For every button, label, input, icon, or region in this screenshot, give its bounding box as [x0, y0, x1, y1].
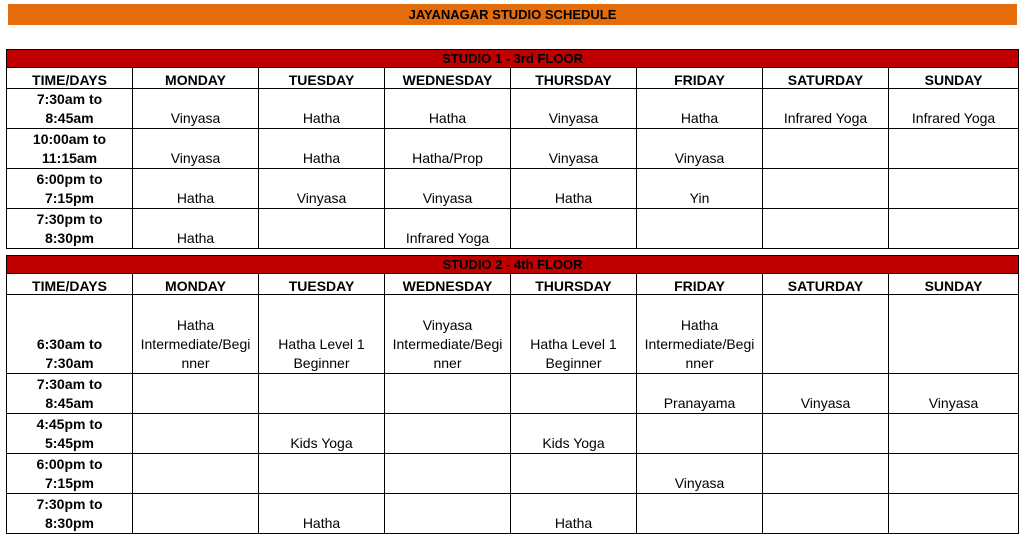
class-cell-sunday [889, 494, 1019, 534]
class-cell-monday [133, 454, 259, 494]
class-cell-monday [133, 414, 259, 454]
header-thursday: THURSDAY [511, 68, 637, 89]
header-monday: MONDAY [133, 68, 259, 89]
schedule-row [7, 454, 1019, 494]
header-monday: MONDAY [133, 274, 259, 295]
class-cell-saturday [763, 454, 889, 494]
time-slot: 10:00am to 11:15am [7, 129, 133, 169]
studio-name: STUDIO 1 - 3rd FLOOR [7, 50, 1019, 68]
header-sunday: SUNDAY [889, 274, 1019, 295]
header-wednesday: WEDNESDAY [385, 274, 511, 295]
class-cell-friday: Yin [637, 169, 763, 209]
class-cell-friday: Pranayama [637, 374, 763, 414]
class-cell-tuesday: Hatha [259, 129, 385, 169]
class-cell-wednesday: Hatha/Prop [385, 129, 511, 169]
class-cell-thursday [511, 374, 637, 414]
studio-header-row [7, 50, 1019, 68]
schedule-row [7, 295, 1019, 374]
class-cell-tuesday: Kids Yoga [259, 414, 385, 454]
class-cell-thursday: Vinyasa [511, 89, 637, 129]
header-tuesday: TUESDAY [259, 68, 385, 89]
day-header-row [7, 68, 1019, 89]
class-cell-tuesday [259, 454, 385, 494]
header-thursday: THURSDAY [511, 274, 637, 295]
class-cell-wednesday: Vinyasa Intermediate/Begi nner [385, 295, 511, 374]
class-cell-thursday [511, 209, 637, 249]
header-sunday: SUNDAY [889, 68, 1019, 89]
class-cell-tuesday [259, 209, 385, 249]
studio-2-table [6, 255, 1019, 534]
schedule-row [7, 89, 1019, 129]
class-cell-tuesday: Hatha [259, 89, 385, 129]
class-cell-thursday: Kids Yoga [511, 414, 637, 454]
class-cell-friday: Vinyasa [637, 129, 763, 169]
header-friday: FRIDAY [637, 274, 763, 295]
class-cell-saturday [763, 295, 889, 374]
class-cell-tuesday: Hatha [259, 494, 385, 534]
time-slot: 7:30pm to 8:30pm [7, 494, 133, 534]
class-cell-wednesday [385, 454, 511, 494]
class-cell-saturday [763, 494, 889, 534]
day-header-row [7, 274, 1019, 295]
class-cell-wednesday [385, 414, 511, 454]
class-cell-sunday: Vinyasa [889, 374, 1019, 414]
class-cell-thursday: Vinyasa [511, 129, 637, 169]
class-cell-friday: Vinyasa [637, 454, 763, 494]
class-cell-thursday [511, 454, 637, 494]
header-wednesday: WEDNESDAY [385, 68, 511, 89]
class-cell-saturday [763, 169, 889, 209]
schedule-row [7, 129, 1019, 169]
class-cell-monday: Vinyasa [133, 129, 259, 169]
class-cell-saturday: Vinyasa [763, 374, 889, 414]
time-slot: 7:30pm to 8:30pm [7, 209, 133, 249]
header-tuesday: TUESDAY [259, 274, 385, 295]
time-slot: 7:30am to 8:45am [7, 89, 133, 129]
class-cell-sunday [889, 169, 1019, 209]
schedule-title: JAYANAGAR STUDIO SCHEDULE [8, 4, 1017, 25]
schedule-row [7, 169, 1019, 209]
schedule-row [7, 414, 1019, 454]
class-cell-monday: Vinyasa [133, 89, 259, 129]
time-slot: 4:45pm to 5:45pm [7, 414, 133, 454]
class-cell-sunday [889, 209, 1019, 249]
class-cell-thursday: Hatha Level 1 Beginner [511, 295, 637, 374]
class-cell-tuesday: Hatha Level 1 Beginner [259, 295, 385, 374]
schedule-row [7, 374, 1019, 414]
class-cell-monday [133, 374, 259, 414]
time-slot: 7:30am to 8:45am [7, 374, 133, 414]
class-cell-monday: Hatha [133, 209, 259, 249]
schedule-row [7, 494, 1019, 534]
studio-name: STUDIO 2 - 4th FLOOR [7, 256, 1019, 274]
class-cell-wednesday: Hatha [385, 89, 511, 129]
class-cell-friday: Hatha [637, 89, 763, 129]
header-saturday: SATURDAY [763, 68, 889, 89]
class-cell-tuesday [259, 374, 385, 414]
class-cell-monday: Hatha [133, 169, 259, 209]
class-cell-sunday [889, 295, 1019, 374]
class-cell-wednesday [385, 374, 511, 414]
class-cell-friday: Hatha Intermediate/Begi nner [637, 295, 763, 374]
class-cell-sunday [889, 129, 1019, 169]
class-cell-friday [637, 414, 763, 454]
class-cell-thursday: Hatha [511, 494, 637, 534]
class-cell-saturday: Infrared Yoga [763, 89, 889, 129]
class-cell-thursday: Hatha [511, 169, 637, 209]
header-time: TIME/DAYS [7, 274, 133, 295]
class-cell-monday: Hatha Intermediate/Begi nner [133, 295, 259, 374]
class-cell-wednesday [385, 494, 511, 534]
time-slot: 6:00pm to 7:15pm [7, 169, 133, 209]
class-cell-saturday [763, 209, 889, 249]
class-cell-sunday [889, 454, 1019, 494]
class-cell-sunday [889, 414, 1019, 454]
class-cell-friday [637, 209, 763, 249]
class-cell-friday [637, 494, 763, 534]
studio-1-table [6, 49, 1019, 249]
time-slot: 6:00pm to 7:15pm [7, 454, 133, 494]
class-cell-saturday [763, 414, 889, 454]
studio-header-row [7, 256, 1019, 274]
header-time: TIME/DAYS [7, 68, 133, 89]
class-cell-tuesday: Vinyasa [259, 169, 385, 209]
schedule-row [7, 209, 1019, 249]
class-cell-saturday [763, 129, 889, 169]
header-friday: FRIDAY [637, 68, 763, 89]
header-saturday: SATURDAY [763, 274, 889, 295]
time-slot: 6:30am to 7:30am [7, 295, 133, 374]
class-cell-wednesday: Infrared Yoga [385, 209, 511, 249]
class-cell-monday [133, 494, 259, 534]
class-cell-wednesday: Vinyasa [385, 169, 511, 209]
class-cell-sunday: Infrared Yoga [889, 89, 1019, 129]
